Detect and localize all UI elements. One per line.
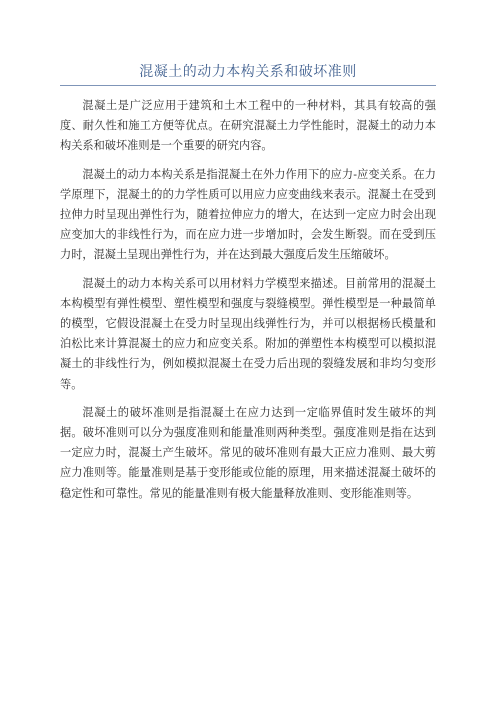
paragraph-constitutive-relation: 混凝土的动力本构关系是指混凝土在外力作用下的应力-应变关系。在力学原理下，混凝土的的力学性质可以用应力应变曲线来表示。混凝土在受到拉伸力时呈现出弹性行为，随着拉伸应力的增大，在达到一定应力时会出现应变加大的非线性行为，而在应力进一步增加时，会发生断裂。而在受到压力时，混凝土呈现出弹性行为，并在达到最大强度后发生压缩破坏。 xyxy=(60,167,436,262)
paragraph-failure-criteria: 混凝土的破坏准则是指混凝土在应力达到一定临界值时发生破坏的判据。破坏准则可以分为强度准则和能量准则两种类型。强度准则是指在达到一定应力时，混凝土产生破坏。常见的破坏准则有最大正应力准则、最大剪应力准则等。能量准则是基于变形能或位能的原理，用来描述混凝土破坏的稳定性和可靠性。常见的能量准则有极大能量释放准则、变形能准则等。 xyxy=(60,405,436,500)
document-title: 混凝土的动力本构关系和破坏准则 xyxy=(139,64,357,80)
paragraph-intro: 混凝土是广泛应用于建筑和土木工程中的一种材料，其具有较高的强度、耐久性和施工方便等优点。在研究混凝土力学性能时，混凝土的动力本构关系和破坏准则是一个重要的研究内容。 xyxy=(60,99,436,153)
title-underline xyxy=(60,85,436,86)
document-body xyxy=(60,96,436,512)
paragraph-constitutive-models: 混凝土的动力本构关系可以用材料力学模型来描述。目前常用的混凝土本构模型有弹性模型、塑性模型和强度与裂缝模型。弹性模型是一种最简单的模型，它假设混凝土在受力时呈现出线弹性行为，并可以根据杨氏模量和泊松比来计算混凝土的应力和应变关系。附加的弹塑性本构模型可以模拟混凝土的非线性行为，例如模拟混凝土在受力后出现的裂缝发展和非均匀变形等。 xyxy=(60,276,436,391)
